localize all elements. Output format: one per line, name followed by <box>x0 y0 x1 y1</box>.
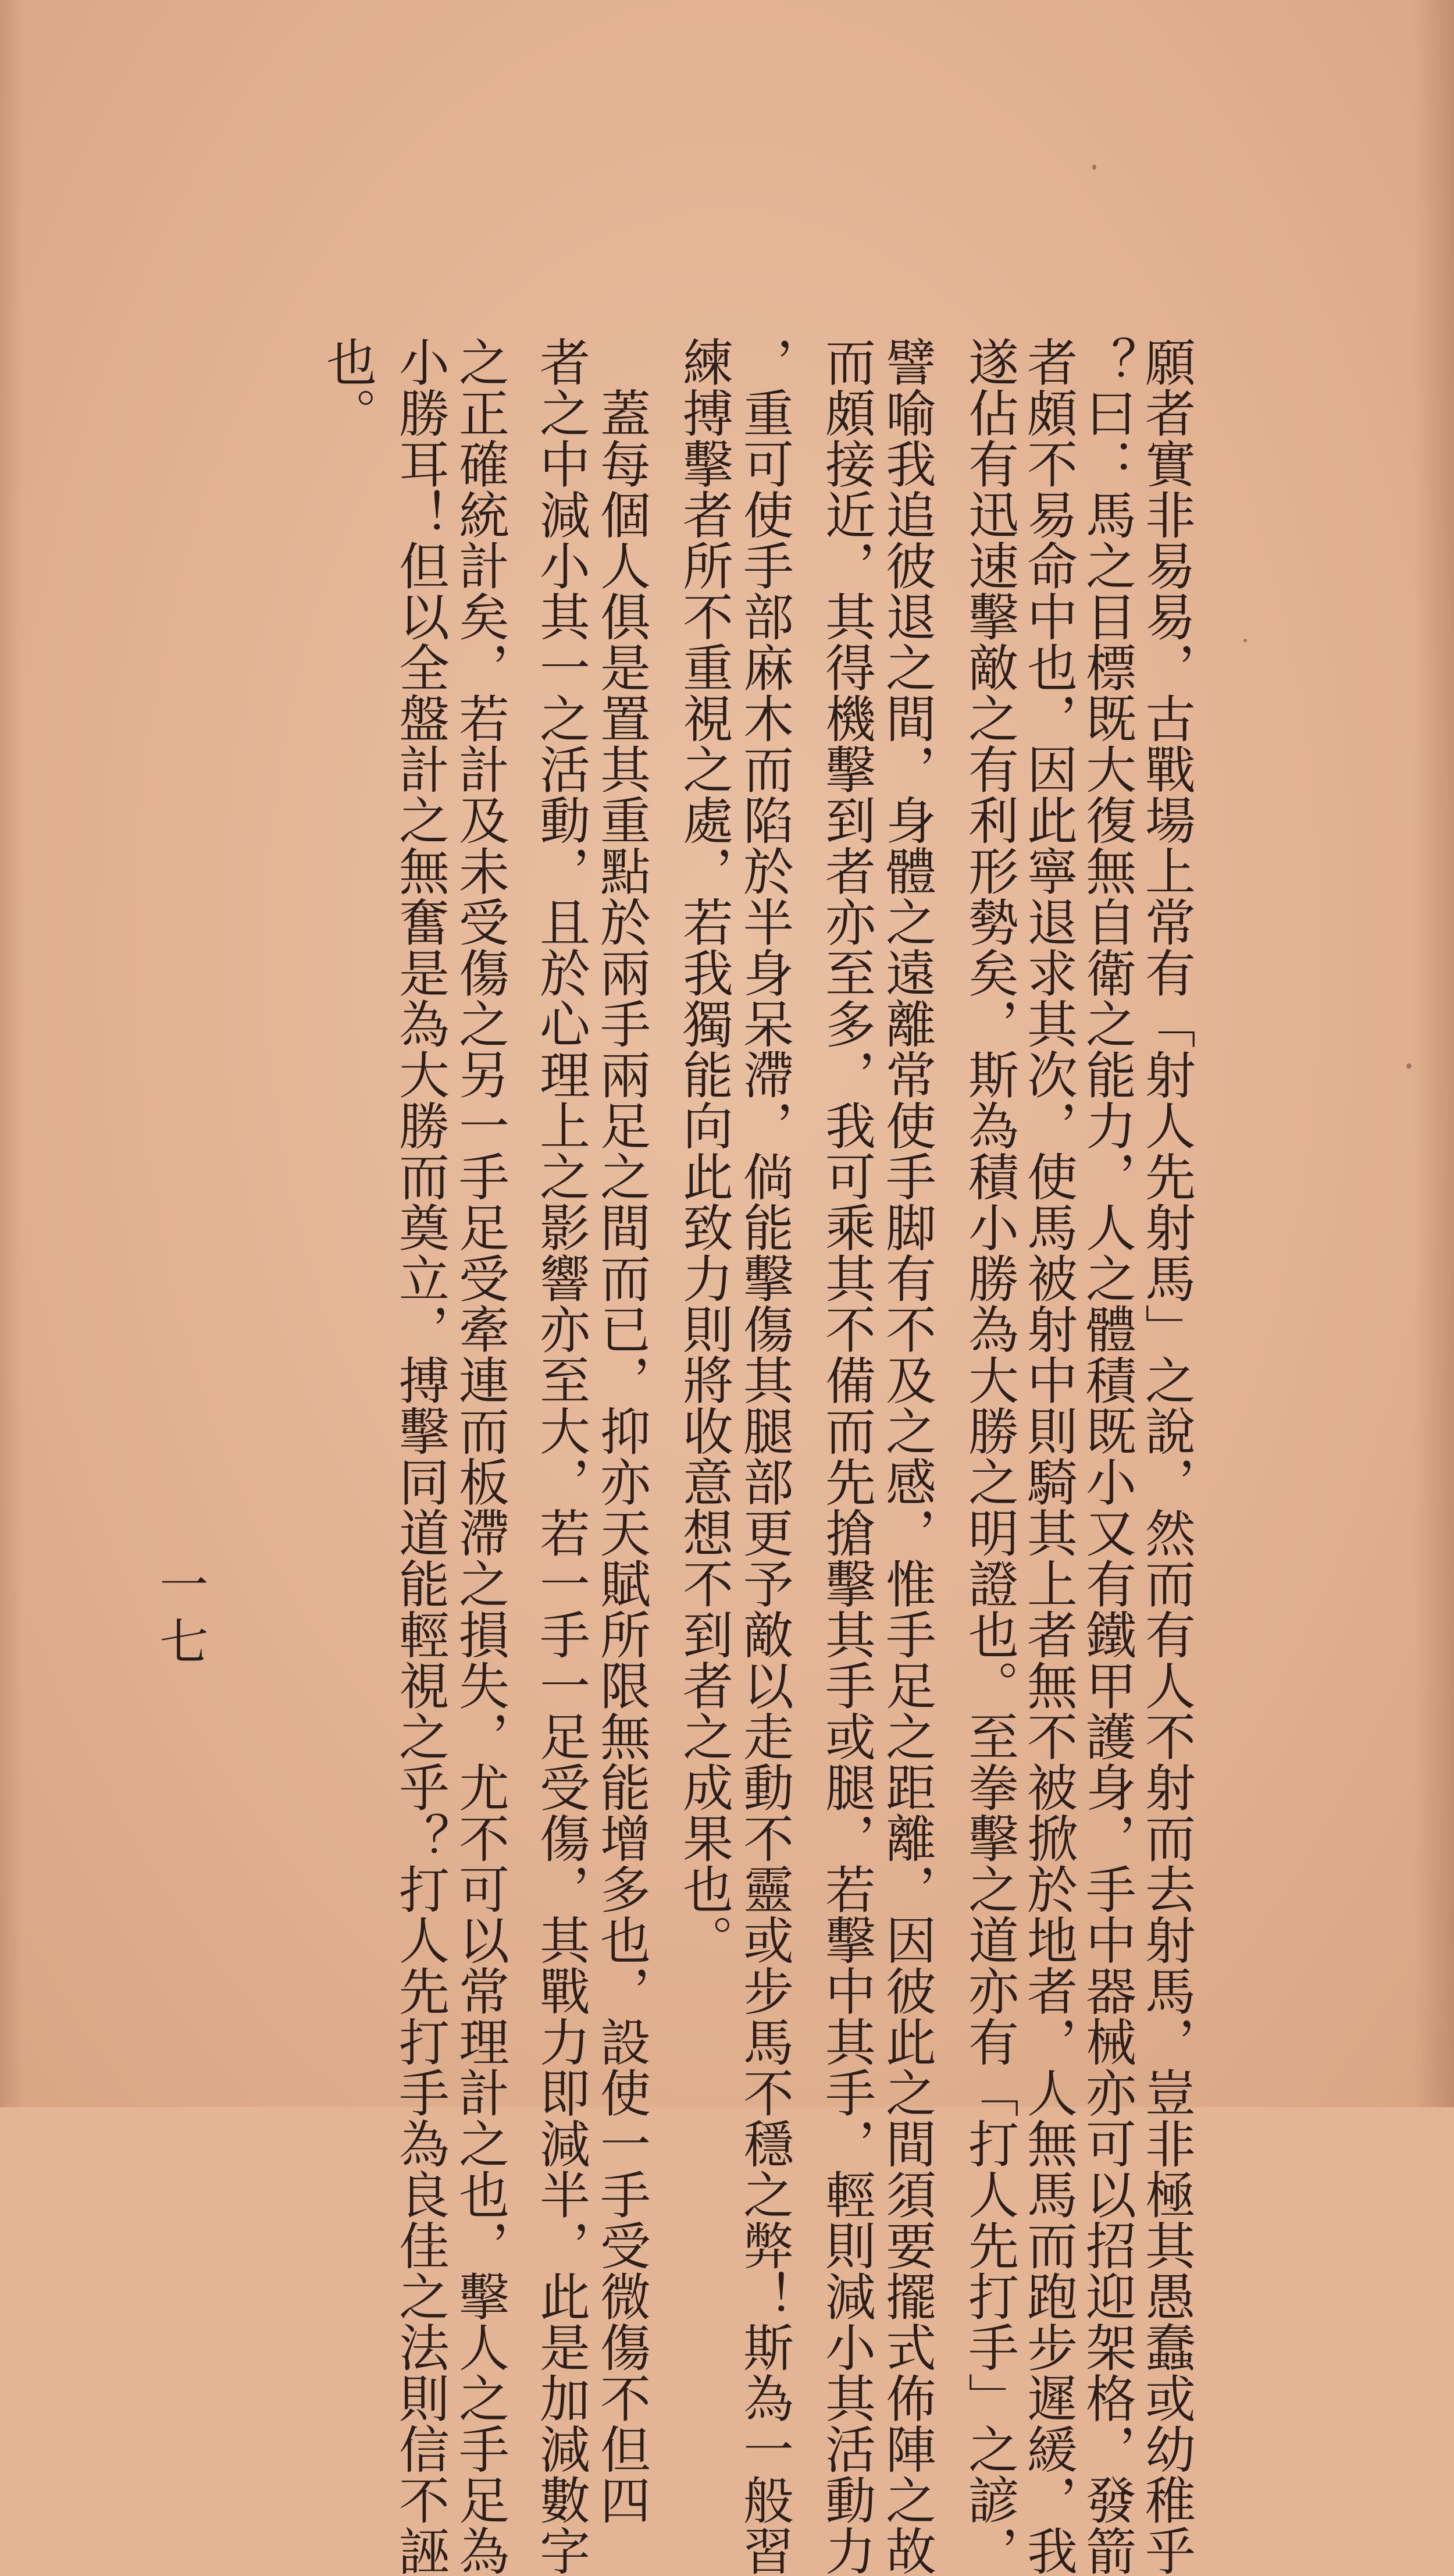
text-column-9: 蓋每個人俱是置其重點於兩手兩足之間而已，抑亦天賦所限無能增多也，設使一手受微傷不但四 <box>591 336 651 2525</box>
text-column-6: 而頗接近，其得機擊到者亦至多，我可乘其不備而先搶擊其手或腿，若擊中其手，輕則減小其活動力 <box>817 336 876 2576</box>
text-column-10: 者之中減小其一之活動，且於心理上之影響亦至大，若一手一足受傷，其戰力即減半，此是加減數字 <box>531 336 590 2576</box>
text-column-13: 也。 <box>318 336 377 438</box>
paper-speck <box>1243 639 1247 642</box>
text-column-11: 之正確統計矣，若計及未受傷之另一手足受牽連而板滯之損失，尤不可以常理計之也，擊人之手足為 <box>450 336 509 2576</box>
text-column-3: 者頗不易命中也，因此寧退求其次，使馬被射中則騎其上者無不被掀於地者，人無馬而跑步遲緩，我 <box>1018 336 1078 2576</box>
paper-speck <box>1406 1063 1412 1069</box>
text-column-8: 練搏擊者所不重視之處，若我獨能向此致力則將收意想不到者之成果也。 <box>674 336 733 1965</box>
page-number: 一七 <box>152 1559 209 1673</box>
page-edge-shadow-left <box>0 0 23 2107</box>
text-column-12: 小勝耳！但以全盤計之無奮是為大勝而奠立，搏擊同道能輕視之乎？打人先打手為良佳之法則信不誣 <box>390 336 450 2576</box>
text-column-2: ？曰：馬之目標既大復無自衛之能力，人之體積既小又有鐵甲護身，手中器械亦可以招迎架格，發箭 <box>1077 336 1136 2576</box>
page-edge-shadow-right <box>1413 0 1454 2107</box>
text-column-4: 遂佔有迅速擊敵之有利形勢矣，斯為積小勝為大勝之明證也。至拳擊之道亦有「打人先打手」之諺， <box>960 336 1019 2576</box>
text-column-1: 願者實非易易，古戰場上常有「射人先射馬」之說，然而有人不射而去射馬，豈非極其愚蠢或幼稚乎 <box>1136 336 1196 2576</box>
paper-speck <box>1092 165 1096 170</box>
text-column-5: 譬喻我追彼退之間，身體之遠離常使手脚有不及之感，惟手足之距離，因彼此之間須要擺式佈陣之故 <box>877 336 936 2576</box>
text-column-7: ，重可使手部麻木而陷於半身呆滯，倘能擊傷其腿部更予敵以走動不靈或步馬不穩之弊！斯為一般習 <box>735 336 794 2576</box>
